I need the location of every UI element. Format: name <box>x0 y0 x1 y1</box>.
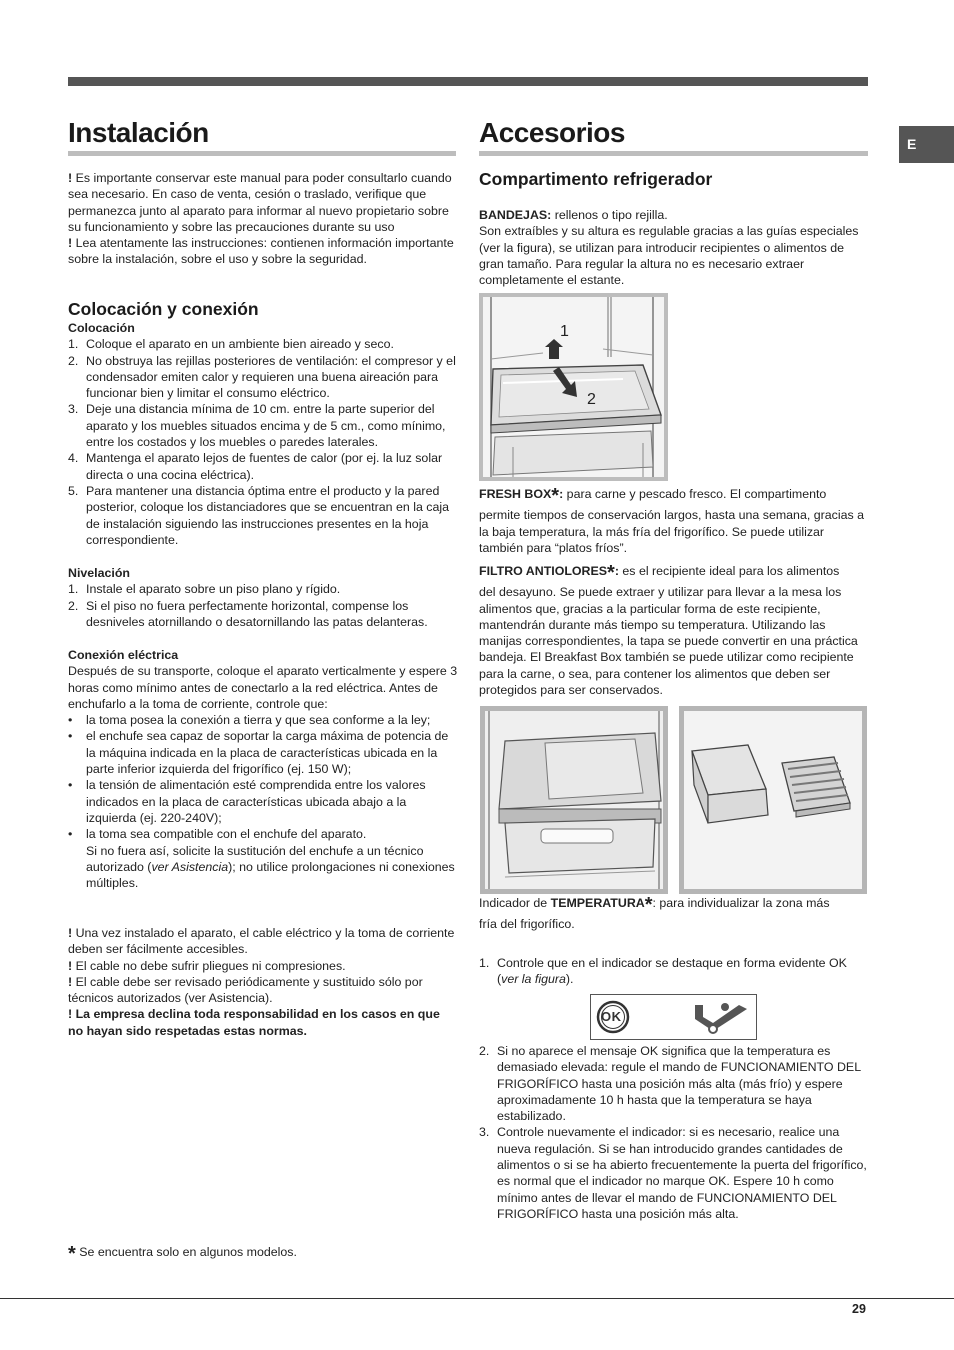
list-item: 5. Para mantener una distancia óptima entre el producto y la pared posterior, coloque los distanciadores que se encuentran en la caja de instalación siguiendo las instrucciones presentes en la hoja correspondiente. <box>68 483 450 547</box>
list-item: • la tensión de alimentación esté comprendida entre los valores indicados en la placa de características ubicada abajo a la izquierda (ej. 220-240V); <box>68 778 426 825</box>
shelf-figure <box>479 293 668 481</box>
list-item: 4. Mantenga el aparato lejos de fuentes de calor (por ej. la luz solar directa o una cocina eléctrica). <box>68 451 443 482</box>
nivelacion-heading: Nivelación <box>68 566 130 580</box>
section-title-compartimento: Compartimento refrigerador <box>479 169 713 189</box>
bandejas-block: BANDEJAS: rellenos o tipo rejilla. Son extraíbles y su altura es regulable gracias a las guías especiales (ver la figura), se utilizan para introducir recipientes o alimentos de gran tamaño. Para regular la altura no es necesario extraer completamente el estante. <box>479 208 859 288</box>
footnote: * Se encuentra solo en algunos modelos. <box>68 1243 297 1265</box>
warnings-block: ! Una vez instalado el aparato, el cable eléctrico y la toma de corriente deben ser fácilmente accesibles. ! El cable no debe sufrir pliegues ni compresiones. ! El cable debe ser revisado periódicamente y sustituido sólo por técnicos autorizados (ver Asistencia). ! La empresa declina toda responsabilidad en los casos en que no hayan sido respetadas estas normas. <box>68 925 458 1039</box>
section-title-colocacion: Colocación y conexión <box>68 299 259 319</box>
list-item: 2. Si no aparece el mensaje OK significa que la temperatura es demasiado elevada: regule el mando de FUNCIONAMIENTO DEL FRIGORÍFICO hasta una posición más alta (más frío) y espere aproximadamente 10 h hasta que la temperatura se haya estabilizado. <box>479 1044 861 1124</box>
colocacion-block <box>68 320 458 548</box>
language-tab: E <box>899 126 954 163</box>
indicador-block: Indicador de TEMPERATURA*: para individualizar la zona más fría del frigorífico. <box>479 894 830 932</box>
drawer-figure <box>480 706 668 894</box>
list-item: 2. No obstruya las rejillas posteriores de ventilación: el compresor y el condensador emiten calor y requieren una buena aireación para funcionar bien y limitar el consumo eléctrico. <box>68 353 456 401</box>
page-number: 29 <box>852 1302 866 1316</box>
colocacion-heading: Colocación <box>68 321 135 335</box>
list-item: • el enchufe sea capaz de soportar la carga máxima de potencia de la máquina indicada en la placa de características ubicada en la parte inferior izquierda del frigorífico (ej. 150 W); <box>68 729 449 777</box>
list-item: 3. Controle nuevamente el indicador: si es necesario, realice una nueva regulación. Si se han introducido grandes cantidades de alimentos o si se ha abierto frecuentemente la puerta del frigorífico, es normal que el indicador no marque OK. Espere 10 h como mínimo antes de llevar el mando de FUNCIONAMIENTO DEL FRIGORÍFICO hasta una posición más alta. <box>479 1125 867 1221</box>
step-1: 1. Controle que en el indicador se destaque en forma evidente OK (ver la figura). <box>479 956 847 987</box>
conexion-heading: Conexión eléctrica <box>68 648 179 662</box>
shelf-illustration <box>483 297 664 477</box>
list-item: • la toma sea compatible con el enchufe del aparato. Si no fuera así, solicite la sustitución del enchufe a un técnico autorizado (ver Asistencia); no utilice prolongaciones ni conexiones múltiples. <box>68 827 455 891</box>
top-bar <box>68 77 868 86</box>
list-item: 2. Si el piso no fuera perfectamente horizontal, compense los desniveles atornillando o desatornillando las patas delanteras. <box>68 598 428 629</box>
filtro-block: FILTRO ANTIOLORES*: es el recipiente ideal para los alimentos del desayuno. Se puede extraer y utilizar para llevar a la mesa los alimentos que, gracias a la particular forma de este recipiente, mantendrán durante más tiempo su temperatura. Utilizando las manijas correspondientes, la tapa se puede convertir en una práctica bandeja. El Breakfast Box también se puede utilizar como recipiente para la carne, o sea, para contener los alimentos que deben ser protegidos para ser conservados. <box>479 562 858 698</box>
breakfast-box-illustration <box>684 711 862 889</box>
title-rule <box>68 151 456 156</box>
liability-warning: ! La empresa declina toda responsabilidad en los casos en que no hayan sido respetadas estas normas. <box>68 1007 440 1038</box>
intro-block: ! Es importante conservar este manual para poder consultarlo cuando sea necesario. En caso de venta, cesión o traslado, verifique que permanezca junto al aparato para informar al nuevo propietario sobre su funcionamiento y sobre las precauciones durante su uso ! Lea atentamente las instrucciones: contienen información importante sobre la instalación, sobre el uso y sobre la seguridad. <box>68 171 454 267</box>
nivelacion-block <box>68 565 458 630</box>
list-item: 3. Deje una distancia mínima de 10 cm. entre la parte superior del aparato y los muebles situados encima y de 5 cm., como mínimo, entre los costados y los muebles o paredes laterales. <box>68 402 446 450</box>
ok-indicator-figure <box>590 994 757 1040</box>
ok-label: OK <box>601 1009 622 1024</box>
fresh-box-block: FRESH BOX*: para carne y pescado fresco. El compartimento permite tiempos de conservación largos, hasta una semana, gracias a la baja temperatura, la más fría del frigorífico. Se puede utilizar también para “platos fríos”. <box>479 485 865 555</box>
title-rule <box>479 151 868 156</box>
page-title-accesorios: Accesorios <box>479 117 625 148</box>
figure-label-1: 1 <box>560 323 569 340</box>
page-title-instalacion: Instalación <box>68 117 209 148</box>
list-item: • la toma posea la conexión a tierra y que sea conforme a la ley; <box>68 713 431 728</box>
list-item: 1. Instale el aparato sobre un piso plano y rígido. <box>68 582 341 597</box>
bottom-rule <box>0 1298 954 1299</box>
conexion-block: Conexión eléctrica Después de su transporte, coloque el aparato verticalmente y espere 3 horas como mínimo antes de conectarlo a la red eléctrica. Antes de enchufarlo a la toma de corriente, controle que: • la toma posea la conexión a tierra y que sea conforme a la ley; • el enchufe sea capaz de soportar la carga máxima de potencia de la máquina indicada en la placa de características ubicada en la parte inferior izquierda del frigorífico (ej. 150 W); • la tensión de alimentación esté comprendida entre los valores indicados en la placa de características ubicada abajo a la izquierda (ej. 220-240V); • la toma sea compatible con el enchufe del aparato. Si no fuera así, solicite la sustitución del enchufe a un técnico autorizado (ver Asistencia); no utilice prolongaciones ni conexiones múltiples. <box>68 648 458 891</box>
figure-label-2: 2 <box>587 391 596 408</box>
breakfast-box-figure <box>679 706 867 894</box>
drawer-illustration <box>485 711 663 889</box>
steps-block <box>479 1043 869 1222</box>
list-item: 1. Coloque el aparato en un ambiente bien aireado y seco. <box>68 337 394 352</box>
